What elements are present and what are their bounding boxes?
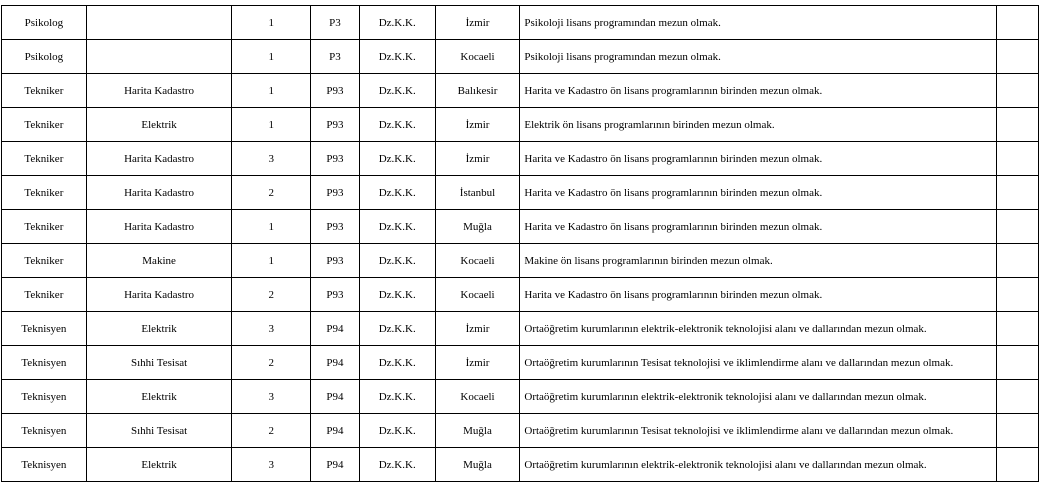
position-cell: Teknisyen (2, 312, 87, 346)
branch-cell: Makine (86, 244, 232, 278)
table-row (2, 176, 1039, 210)
branch-cell (86, 40, 232, 74)
unit-cell: Dz.K.K. (359, 346, 435, 380)
branch-cell: Harita Kadastro (86, 142, 232, 176)
unit-cell: Dz.K.K. (359, 414, 435, 448)
position-cell: Teknisyen (2, 346, 87, 380)
city-cell: İzmir (435, 6, 520, 40)
table-row (2, 380, 1039, 414)
unit-cell: Dz.K.K. (359, 312, 435, 346)
table-row (2, 414, 1039, 448)
position-cell: Psikolog (2, 6, 87, 40)
empty-cell (997, 414, 1039, 448)
empty-cell (997, 448, 1039, 482)
qualification-cell: Ortaöğretim kurumlarının elektrik-elektronik teknolojisi alanı ve dallarından mezun olmak. (520, 448, 997, 482)
empty-cell (997, 142, 1039, 176)
position-cell: Tekniker (2, 108, 87, 142)
unit-cell: Dz.K.K. (359, 142, 435, 176)
personnel-table (1, 5, 1039, 482)
unit-cell: Dz.K.K. (359, 380, 435, 414)
table-row (2, 74, 1039, 108)
city-cell: İstanbul (435, 176, 520, 210)
count-cell: 1 (232, 210, 311, 244)
qualification-cell: Elektrik ön lisans programlarının birinden mezun olmak. (520, 108, 997, 142)
code-cell: P94 (311, 448, 360, 482)
code-cell: P93 (311, 142, 360, 176)
position-cell: Tekniker (2, 176, 87, 210)
unit-cell: Dz.K.K. (359, 278, 435, 312)
position-cell: Tekniker (2, 244, 87, 278)
unit-cell: Dz.K.K. (359, 6, 435, 40)
table-row (2, 448, 1039, 482)
qualification-cell: Ortaöğretim kurumlarının Tesisat teknolojisi ve iklimlendirme alanı ve dallarından mezun olmak. (520, 346, 997, 380)
city-cell: Muğla (435, 448, 520, 482)
position-cell: Teknisyen (2, 448, 87, 482)
empty-cell (997, 6, 1039, 40)
branch-cell (86, 6, 232, 40)
empty-cell (997, 346, 1039, 380)
unit-cell: Dz.K.K. (359, 210, 435, 244)
code-cell: P93 (311, 278, 360, 312)
code-cell: P94 (311, 312, 360, 346)
branch-cell: Harita Kadastro (86, 210, 232, 244)
position-cell: Tekniker (2, 142, 87, 176)
code-cell: P3 (311, 6, 360, 40)
city-cell: İzmir (435, 142, 520, 176)
count-cell: 3 (232, 380, 311, 414)
table-row (2, 312, 1039, 346)
empty-cell (997, 278, 1039, 312)
branch-cell: Sıhhi Tesisat (86, 346, 232, 380)
qualification-cell: Ortaöğretim kurumlarının elektrik-elektronik teknolojisi alanı ve dallarından mezun olmak. (520, 312, 997, 346)
count-cell: 2 (232, 176, 311, 210)
branch-cell: Elektrik (86, 312, 232, 346)
branch-cell: Sıhhi Tesisat (86, 414, 232, 448)
code-cell: P94 (311, 380, 360, 414)
empty-cell (997, 176, 1039, 210)
code-cell: P3 (311, 40, 360, 74)
empty-cell (997, 380, 1039, 414)
table-row (2, 346, 1039, 380)
empty-cell (997, 210, 1039, 244)
count-cell: 1 (232, 6, 311, 40)
table-row (2, 210, 1039, 244)
code-cell: P94 (311, 346, 360, 380)
qualification-cell: Ortaöğretim kurumlarının elektrik-elektronik teknolojisi alanı ve dallarından mezun olmak. (520, 380, 997, 414)
branch-cell: Elektrik (86, 448, 232, 482)
qualification-cell: Harita ve Kadastro ön lisans programlarının birinden mezun olmak. (520, 74, 997, 108)
qualification-cell: Harita ve Kadastro ön lisans programlarının birinden mezun olmak. (520, 278, 997, 312)
code-cell: P93 (311, 74, 360, 108)
table-row (2, 40, 1039, 74)
code-cell: P93 (311, 210, 360, 244)
count-cell: 1 (232, 74, 311, 108)
unit-cell: Dz.K.K. (359, 448, 435, 482)
branch-cell: Harita Kadastro (86, 176, 232, 210)
count-cell: 2 (232, 346, 311, 380)
city-cell: İzmir (435, 108, 520, 142)
qualification-cell: Psikoloji lisans programından mezun olmak. (520, 6, 997, 40)
table-row (2, 244, 1039, 278)
code-cell: P93 (311, 176, 360, 210)
qualification-cell: Psikoloji lisans programından mezun olmak. (520, 40, 997, 74)
qualification-cell: Harita ve Kadastro ön lisans programlarının birinden mezun olmak. (520, 210, 997, 244)
unit-cell: Dz.K.K. (359, 40, 435, 74)
unit-cell: Dz.K.K. (359, 244, 435, 278)
city-cell: Kocaeli (435, 40, 520, 74)
empty-cell (997, 40, 1039, 74)
empty-cell (997, 312, 1039, 346)
unit-cell: Dz.K.K. (359, 176, 435, 210)
table-row (2, 108, 1039, 142)
code-cell: P94 (311, 414, 360, 448)
position-cell: Psikolog (2, 40, 87, 74)
unit-cell: Dz.K.K. (359, 74, 435, 108)
count-cell: 3 (232, 448, 311, 482)
city-cell: Kocaeli (435, 244, 520, 278)
position-cell: Tekniker (2, 210, 87, 244)
city-cell: Muğla (435, 414, 520, 448)
count-cell: 2 (232, 414, 311, 448)
position-cell: Tekniker (2, 278, 87, 312)
empty-cell (997, 244, 1039, 278)
table-row (2, 6, 1039, 40)
count-cell: 1 (232, 108, 311, 142)
branch-cell: Harita Kadastro (86, 74, 232, 108)
city-cell: İzmir (435, 346, 520, 380)
city-cell: Kocaeli (435, 278, 520, 312)
qualification-cell: Harita ve Kadastro ön lisans programlarının birinden mezun olmak. (520, 176, 997, 210)
unit-cell: Dz.K.K. (359, 108, 435, 142)
branch-cell: Elektrik (86, 380, 232, 414)
city-cell: Balıkesir (435, 74, 520, 108)
count-cell: 3 (232, 142, 311, 176)
qualification-cell: Harita ve Kadastro ön lisans programlarının birinden mezun olmak. (520, 142, 997, 176)
code-cell: P93 (311, 108, 360, 142)
count-cell: 1 (232, 244, 311, 278)
qualification-cell: Makine ön lisans programlarının birinden mezun olmak. (520, 244, 997, 278)
empty-cell (997, 74, 1039, 108)
empty-cell (997, 108, 1039, 142)
code-cell: P93 (311, 244, 360, 278)
city-cell: İzmir (435, 312, 520, 346)
position-cell: Teknisyen (2, 414, 87, 448)
count-cell: 3 (232, 312, 311, 346)
table-body (2, 6, 1039, 482)
city-cell: Kocaeli (435, 380, 520, 414)
branch-cell: Elektrik (86, 108, 232, 142)
city-cell: Muğla (435, 210, 520, 244)
qualification-cell: Ortaöğretim kurumlarının Tesisat teknolojisi ve iklimlendirme alanı ve dallarından mezun olmak. (520, 414, 997, 448)
table-row (2, 278, 1039, 312)
count-cell: 2 (232, 278, 311, 312)
position-cell: Teknisyen (2, 380, 87, 414)
count-cell: 1 (232, 40, 311, 74)
branch-cell: Harita Kadastro (86, 278, 232, 312)
position-cell: Tekniker (2, 74, 87, 108)
table-row (2, 142, 1039, 176)
